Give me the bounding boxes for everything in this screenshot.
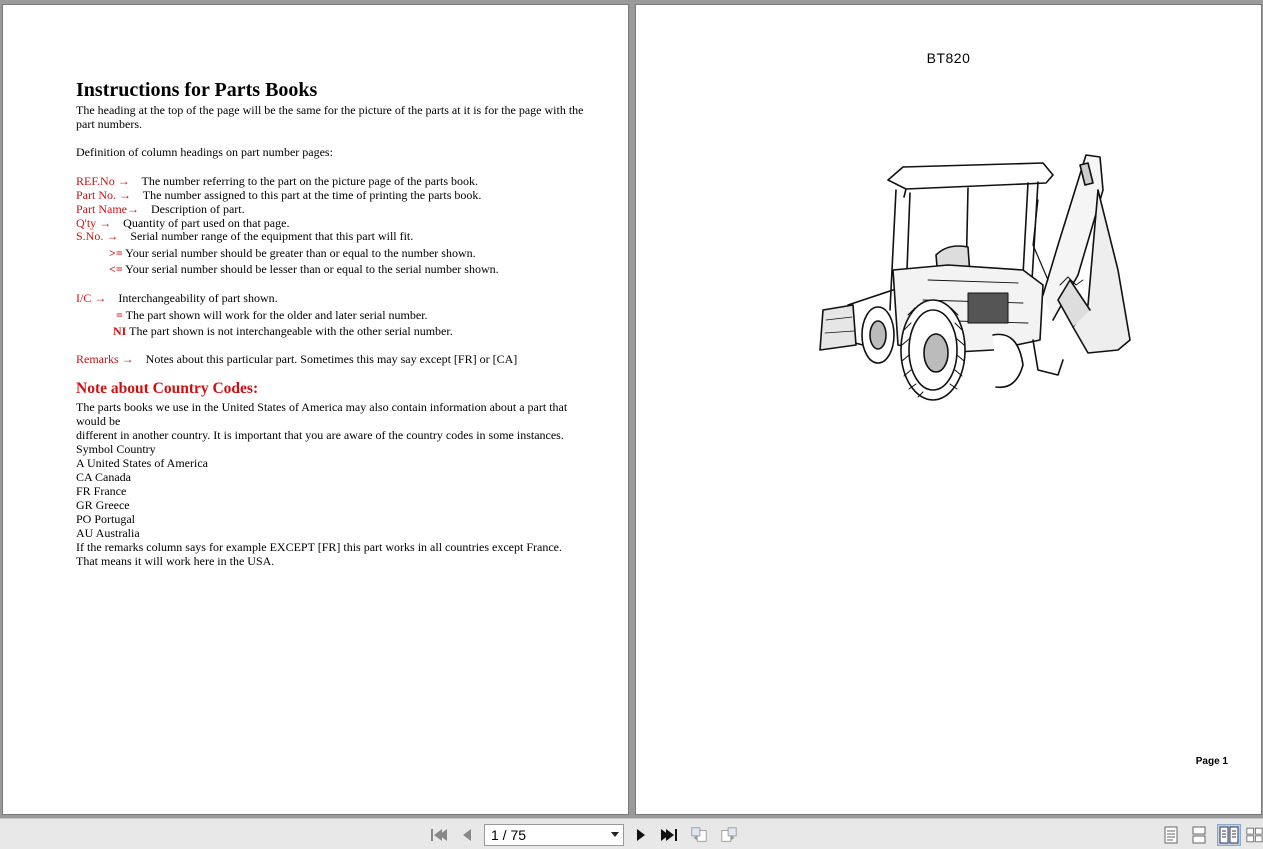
country-paragraph: different in another country. It is important that you are aware of the country codes in some instances.	[76, 428, 564, 442]
ic-rule-row	[113, 324, 453, 339]
definition-desc: Quantity of part used on that page.	[123, 216, 290, 230]
definition-row	[76, 202, 245, 217]
definition-desc: Description of part.	[150, 202, 245, 216]
remarks-term: Remarks →	[76, 352, 134, 366]
continuous-view-icon[interactable]	[1187, 824, 1211, 846]
definition-row	[76, 229, 413, 244]
definition-heading: Definition of column headings on part number pages:	[76, 145, 333, 159]
page-selector[interactable]	[484, 824, 624, 846]
single-page-view-icon[interactable]	[1159, 824, 1183, 846]
closing-text: That means it will work here in the USA.	[76, 554, 275, 568]
country-item: GR Greece	[76, 498, 130, 512]
model-title: BT820	[926, 50, 971, 66]
serial-rule-row	[109, 246, 476, 261]
country-item: FR France	[76, 484, 127, 498]
ic-rule-symbol: =	[116, 308, 123, 322]
ic-desc: Interchangeability of part shown.	[118, 291, 278, 305]
two-page-view-icon[interactable]	[1217, 824, 1241, 846]
backhoe-loader-illustration	[818, 105, 1138, 405]
ic-rule-desc: The part shown will work for the older and later serial number.	[125, 308, 428, 322]
ic-term: I/C →	[76, 291, 107, 305]
country-table-header: Symbol Country	[76, 442, 156, 456]
ic-rule-symbol: NI	[113, 324, 127, 338]
chevron-down-icon	[611, 832, 619, 837]
go-back-view-icon[interactable]	[690, 826, 708, 844]
page-indicator: 1 / 75	[491, 827, 527, 843]
page-number: Page 1	[1195, 756, 1228, 767]
definition-term: S.No. →	[76, 229, 119, 243]
definition-row	[76, 188, 481, 203]
remarks-desc: Notes about this particular part. Sometimes this may say except [FR] or [CA]	[145, 352, 518, 366]
last-page-icon[interactable]	[660, 826, 678, 844]
serial-rule-desc: Your serial number should be lesser than or equal to the serial number shown.	[125, 262, 499, 276]
closing-text: If the remarks column says for example EXCEPT [FR] this part works in all countries except France.	[76, 540, 562, 554]
definition-term: REF.No →	[76, 174, 130, 188]
country-codes-heading: Note about Country Codes:	[76, 380, 259, 397]
ic-rule-desc: The part shown is not interchangeable with the other serial number.	[129, 324, 453, 338]
definition-row	[76, 174, 478, 189]
country-item: AU Australia	[76, 526, 140, 540]
definition-term: Part Name→	[76, 202, 139, 216]
ic-rule-row	[116, 308, 428, 323]
definition-term: Q'ty →	[76, 216, 112, 230]
page-title: Instructions for Parts Books	[76, 79, 318, 101]
first-page-icon[interactable]	[430, 826, 448, 844]
definition-desc: Serial number range of the equipment that this part will fit.	[130, 229, 414, 243]
country-item: A United States of America	[76, 456, 208, 470]
document-page-right	[635, 4, 1262, 815]
serial-rule-row	[109, 262, 499, 277]
ic-row	[76, 291, 278, 306]
next-page-icon[interactable]	[632, 826, 650, 844]
intro-paragraph: The heading at the top of the page will be the same for the picture of the parts at it is for the page with the part numbers.	[76, 103, 584, 131]
serial-rule-desc: Your serial number should be greater than or equal to the number shown.	[125, 246, 476, 260]
go-forward-view-icon[interactable]	[720, 826, 738, 844]
previous-page-icon[interactable]	[458, 826, 476, 844]
definition-desc: The number referring to the part on the picture page of the parts book.	[141, 174, 479, 188]
document-page-left	[2, 4, 629, 815]
serial-rule-symbol: <=	[109, 262, 123, 276]
viewer-toolbar	[0, 818, 1263, 849]
definition-term: Part No. →	[76, 188, 131, 202]
two-page-continuous-view-icon[interactable]	[1246, 824, 1263, 846]
country-item: CA Canada	[76, 470, 131, 484]
serial-rule-symbol: >=	[109, 246, 123, 260]
country-paragraph: The parts books we use in the United States of America may also contain information about a part that would be	[76, 400, 568, 428]
country-item: PO Portugal	[76, 512, 136, 526]
remarks-row	[76, 352, 517, 367]
definition-desc: The number assigned to this part at the time of printing the parts book.	[142, 188, 482, 202]
